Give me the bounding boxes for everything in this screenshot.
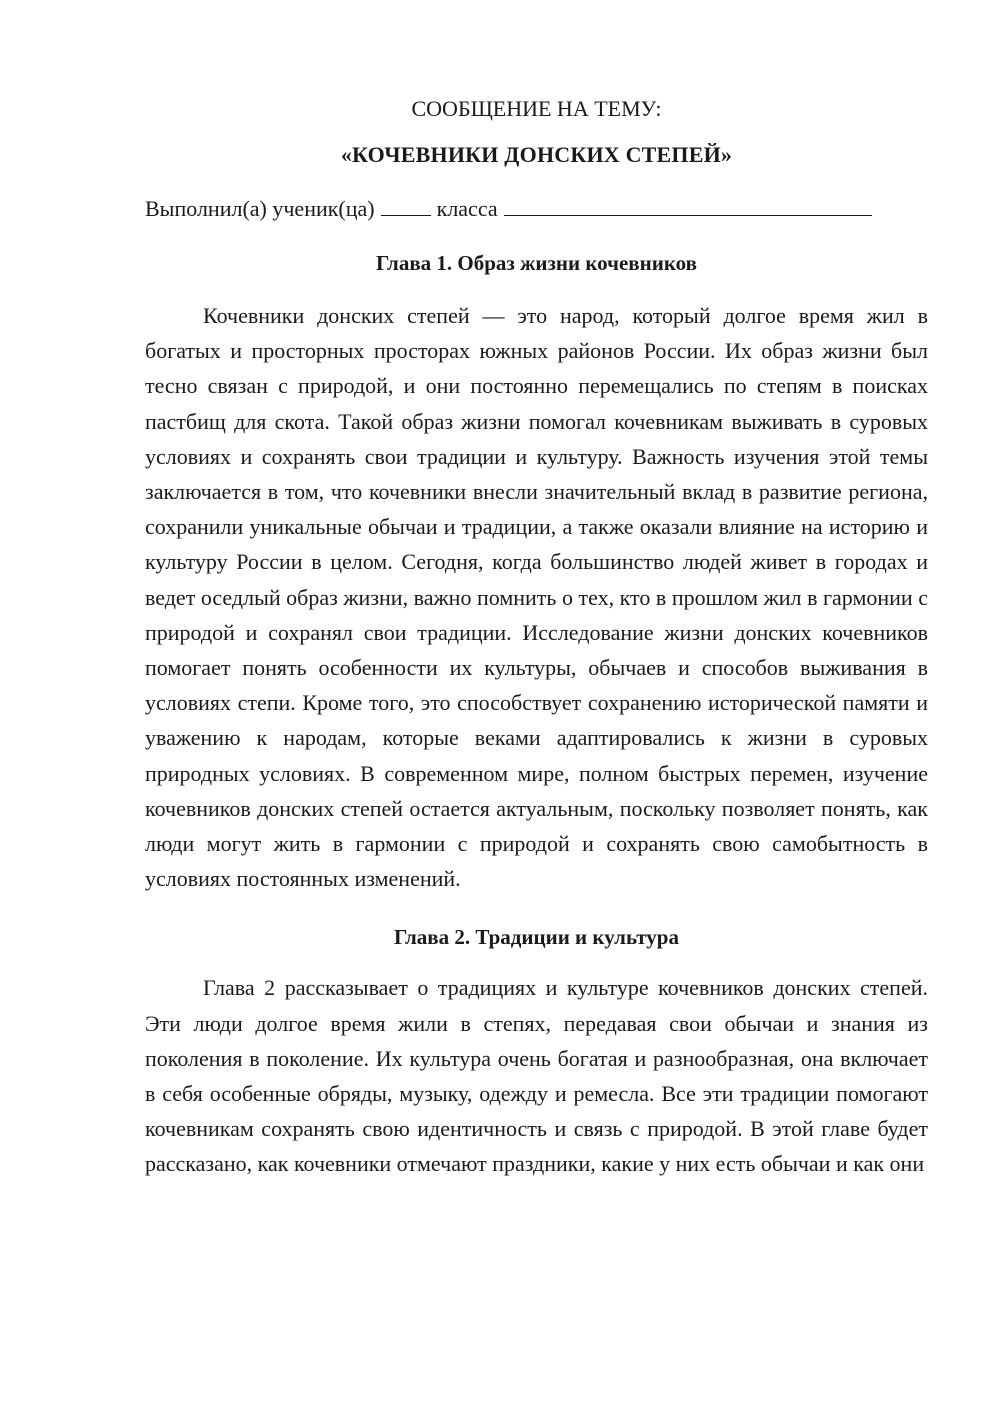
author-label: Выполнил(а) ученик(ца) bbox=[145, 196, 375, 221]
chapter-1-paragraph: Кочевники донских степей — это народ, который долгое время жил в богатых и просторных просторах южных районов России. Их образ жизни был тесно связан с природой, и они постоянно перемещались по степям в поисках пастбищ для скота. Такой образ жизни помогал кочевникам выживать в суровых условиях и сохранять свои традиции и культуру. Важность изучения этой темы заключается в том, что кочевники внесли значительный вклад в развитие региона, сохранили уникальные обычаи и традиции, а также оказали влияние на историю и культуру России в целом. Сегодня, когда большинство людей живет в городах и ведет оседлый образ жизни, важно помнить о тех, кто в прошлом жил в гармонии с природой и сохранял свои традиции. Исследование жизни донских кочевников помогает понять особенности их культуры, обычаев и способов выживания в условиях степи. Кроме того, это способствует сохранению исторической памяти и уважению к народам, которые веками адаптировались к жизни в суровых природных условиях. В современном мире, полном быстрых перемен, изучение кочевников донских степей остается актуальным, поскольку позволяет понять, как люди могут жить в гармонии с природой и сохранять свою самобытность в условиях постоянных изменений. bbox=[145, 303, 928, 892]
chapter-2-paragraph: Глава 2 рассказывает о традициях и культуре кочевников донских степей. Эти люди долгое время жили в степях, передавая свои обычаи и знания из поколения в поколение. Их культура очень богатая и разнообразная, она включает в себя особенные обряды, музыку, одежду и ремесла. Все эти традиции помогают кочевникам сохранять свою идентичность и связь с природой. В этой главе будет рассказано, как кочевники отмечают праздники, какие у них есть обычаи и как они bbox=[145, 975, 928, 1177]
student-name-blank-field[interactable] bbox=[504, 195, 872, 216]
author-line bbox=[145, 192, 928, 226]
report-type-title: СООБЩЕНИЕ НА ТЕМУ: bbox=[411, 96, 662, 121]
document-page bbox=[145, 92, 928, 1182]
class-label: класса bbox=[436, 196, 498, 221]
grade-blank-field[interactable] bbox=[381, 195, 431, 216]
chapter-1-heading: Глава 1. Образ жизни кочевников bbox=[376, 251, 697, 275]
chapter-2-heading: Глава 2. Традиции и культура bbox=[394, 925, 679, 950]
report-topic-title: «КОЧЕВНИКИ ДОНСКИХ СТЕПЕЙ» bbox=[340, 142, 733, 167]
